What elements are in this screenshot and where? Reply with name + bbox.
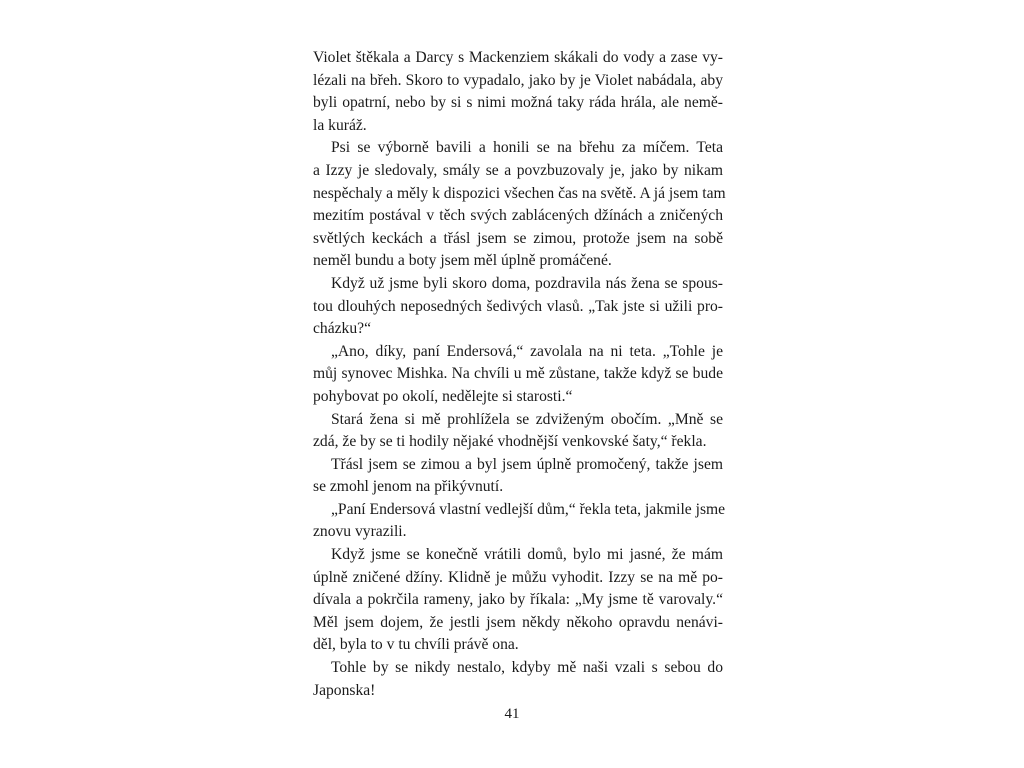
- text-line: znovu vyrazili.: [313, 523, 407, 541]
- text-line: a Izzy je sledovaly, smály se a povzbuzovaly je, jako by nikam: [313, 161, 723, 179]
- text-line: neměl bundu a boty jsem měl úplně promáčené.: [313, 252, 612, 270]
- paragraph: [313, 499, 726, 544]
- text-line: byli opatrní, nebo by si s nimi možná taky ráda hrála, ale nemě-: [313, 94, 723, 112]
- paragraph: [313, 454, 723, 499]
- text-line: Když už jsme byli skoro doma, pozdravila nás žena se spous-: [331, 274, 723, 292]
- text-line: tou dlouhých neposedných šedivých vlasů. „Tak jste si užili pro-: [313, 297, 723, 315]
- text-line: „Paní Endersová vlastní vedlejší dům,“ řekla teta, jakmile jsme: [331, 500, 726, 518]
- text-line: se zmohl jenom na přikývnutí.: [313, 478, 504, 496]
- text-line: děl, byla to v tu chvíli právě ona.: [313, 636, 519, 654]
- text-line: lézali na břeh. Skoro to vypadalo, jako by je Violet nabádala, aby: [313, 71, 723, 89]
- text-line: nespěchaly a měly k dispozici všechen čas na světě. A já jsem tam: [313, 184, 726, 202]
- page-number: 41: [504, 706, 520, 722]
- paragraph: [313, 137, 726, 273]
- text-line: dívala a pokrčila rameny, jako by říkala: „My jsme tě varovaly.“: [313, 591, 723, 609]
- text-line: světlých keckách a třásl jsem se zimou, protože jsem na sobě: [313, 229, 723, 247]
- text-line: Psi se výborně bavili a honili se na břehu za míčem. Teta: [331, 139, 723, 157]
- body-text: [313, 47, 726, 702]
- text-line: „Ano, díky, paní Endersová,“ zavolala na ni teta. „Tohle je: [331, 342, 723, 360]
- text-line: pohybovat po okolí, nedělejte si starosti.“: [313, 387, 573, 405]
- text-line: mezitím postával v těch svých zablácených džínách a zničených: [313, 207, 723, 225]
- text-line: la kuráž.: [313, 116, 367, 134]
- text-line: cházku?“: [313, 320, 371, 338]
- text-line: úplně zničené džíny. Klidně je můžu vyhodit. Izzy se na mě po-: [313, 568, 723, 586]
- text-line: Japonska!: [313, 681, 376, 699]
- paragraph: [313, 47, 723, 137]
- text-line: Violet štěkala a Darcy s Mackenziem skákali do vody a zase vy-: [313, 49, 723, 66]
- paragraph: [313, 341, 723, 409]
- text-line: Stará žena si mě prohlížela se zdviženým obočím. „Mně se: [331, 410, 723, 428]
- text-line: zdá, že by se ti hodily nějaké vhodnější venkovské šaty,“ řekla.: [313, 433, 707, 451]
- paragraph: [313, 657, 723, 702]
- paragraph: [313, 544, 723, 657]
- text-line: můj synovec Mishka. Na chvíli u mě zůstane, takže když se bude: [313, 365, 723, 383]
- text-line: Měl jsem dojem, že jestli jsem někdy někoho opravdu nenávi-: [313, 613, 723, 631]
- text-line: Když jsme se konečně vrátili domů, bylo mi jasné, že mám: [331, 546, 723, 564]
- text-line: Tohle by se nikdy nestalo, kdyby mě naši vzali s sebou do: [331, 659, 723, 677]
- text-line: Třásl jsem se zimou a byl jsem úplně promočený, takže jsem: [331, 455, 723, 473]
- paragraph: [313, 409, 723, 454]
- paragraph: [313, 273, 723, 341]
